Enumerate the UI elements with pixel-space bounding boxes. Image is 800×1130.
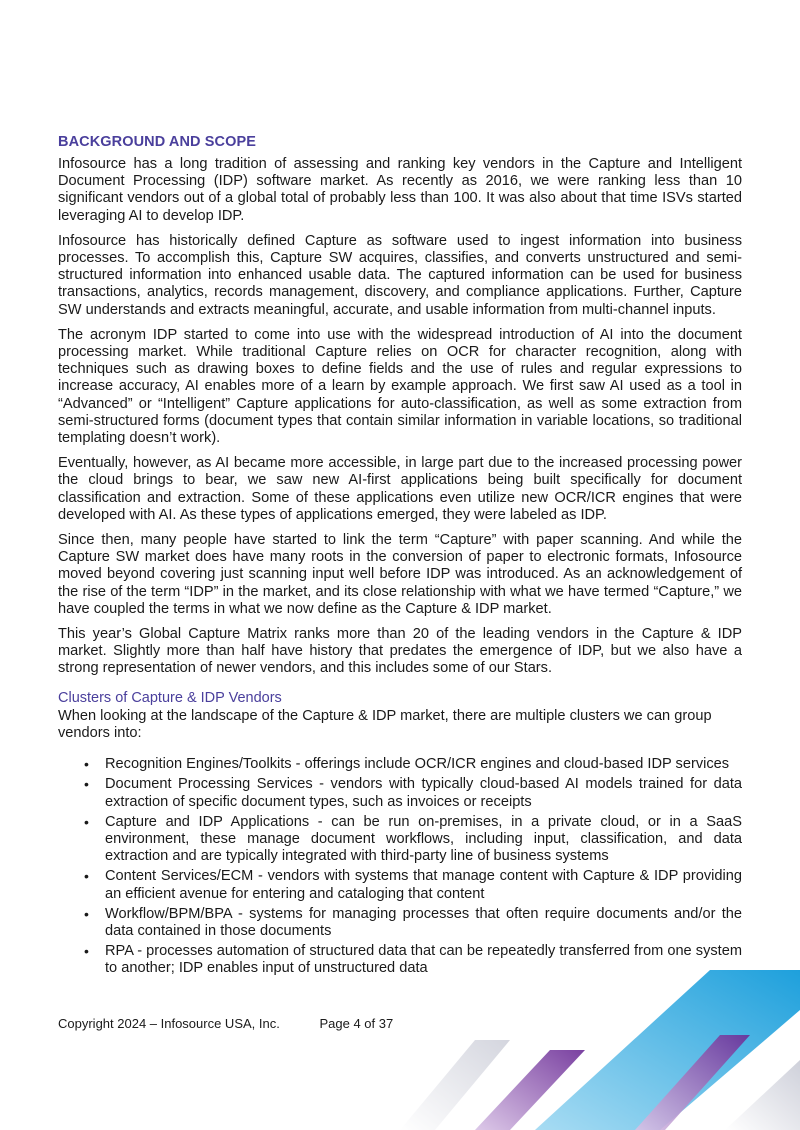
paragraph: Eventually, however, as AI became more accessible, in large part due to the increased processing power the cloud brings to bear, we saw new AI-first applications being built specifically for document classification and extraction. Some of these applications even utilize new OCR/ICR engines that were developed with AI. As these types of applications emerged, they were labeled as IDP.: [58, 455, 742, 523]
list-item-text: Workflow/BPM/BPA - systems for managing processes that often require documents and/or the data contained in those documents: [105, 905, 742, 939]
bullet-icon: •: [84, 776, 89, 793]
bullet-icon: •: [84, 943, 89, 960]
list-item: [58, 776, 742, 810]
paragraph: Infosource has historically defined Capture as software used to ingest information into business processes. To accomplish this, Capture SW acquires, classifies, and converts unstructured and semi-structured information into enhanced usable data. The captured information can be used for business transactions, analytics, records management, discovery, and compliance applications. Further, Capture SW understands and extracts meaningful, accurate, and usable information from multi-channel inputs.: [58, 232, 742, 318]
deco-grey-corner: [725, 1060, 800, 1130]
clusters-intro: When looking at the landscape of the Capture & IDP market, there are multiple clusters we can group vendors into:: [58, 707, 712, 741]
decorative-graphic: [380, 970, 800, 1130]
list-item: [58, 814, 742, 866]
copyright-text: Copyright 2024 – Infosource USA, Inc.: [58, 1016, 280, 1031]
list-item-text: RPA - processes automation of structured data that can be repeatedly transferred from one system to another; IDP enables input of unstructured data: [105, 943, 742, 977]
bullet-icon: •: [84, 868, 89, 885]
page-number: Page 4 of 37: [319, 1016, 394, 1031]
list-item-text: Recognition Engines/Toolkits - offerings include OCR/ICR engines and cloud-based IDP services: [105, 756, 730, 773]
page-body: [58, 134, 742, 981]
page-footer: [58, 1016, 429, 1031]
bullet-icon: •: [84, 756, 89, 773]
paragraph: This year’s Global Capture Matrix ranks more than 20 of the leading vendors in the Capture & IDP market. Slightly more than half have history that predates the emergence of IDP, but we also have a strong representation of newer vendors, and this includes some of our Stars.: [58, 626, 742, 677]
clusters-list: [58, 756, 742, 977]
list-item: [58, 906, 742, 940]
paragraph: Infosource has a long tradition of assessing and ranking key vendors in the Capture and Intelligent Document Processing (IDP) software market. As recently as 2016, we were ranking less than 10 significant vendors out of a global total of probably less than 100. It was also about that time ISVs started leveraging AI to develop IDP.: [58, 156, 742, 224]
paragraph: Since then, many people have started to link the term “Capture” with paper scanning. And while the Capture SW market does have many roots in the conversion of paper to electronic formats, Infosource moved beyond covering just scanning input well before IDP was introduced. As an acknowledgement of the rise of the term “IDP” in the market, and its close relationship with what we have termed “Capture,” we have coupled the terms in what we now define as the Capture & IDP market.: [58, 532, 742, 617]
list-item-text: Document Processing Services - vendors with typically cloud-based AI models trained for data extraction of specific document types, such as invoices or receipts: [105, 776, 742, 810]
subheading: Clusters of Capture & IDP Vendors: [58, 689, 282, 706]
list-item: [58, 868, 742, 902]
section-heading: BACKGROUND AND SCOPE: [58, 134, 257, 150]
list-item: [58, 756, 742, 773]
list-item-text: Capture and IDP Applications - can be run on-premises, in a private cloud, or in a SaaS environment, these manage document workflows, including input, classification, and data extraction and are typically integrated with third-party line of business systems: [105, 813, 742, 865]
bullet-icon: •: [84, 813, 89, 830]
list-item-text: Content Services/ECM - vendors with systems that manage content with Capture & IDP providing an efficient avenue for entering and cataloging that content: [105, 868, 742, 902]
bullet-icon: •: [84, 905, 89, 922]
paragraph: The acronym IDP started to come into use with the widespread introduction of AI into the document processing market. While traditional Capture relies on OCR for character recognition, along with techniques such as drawing boxes to define fields and the use of rules and regular expressions to increase accuracy, AI enables more of a learn by example approach. We first saw AI used as a tool in “Advanced” or “Intelligent” Capture applications for auto-classification, as well as some extraction from semi-structured forms (document types that contain similar information in variable locations, so traditional templating doesn’t work).: [58, 326, 742, 447]
